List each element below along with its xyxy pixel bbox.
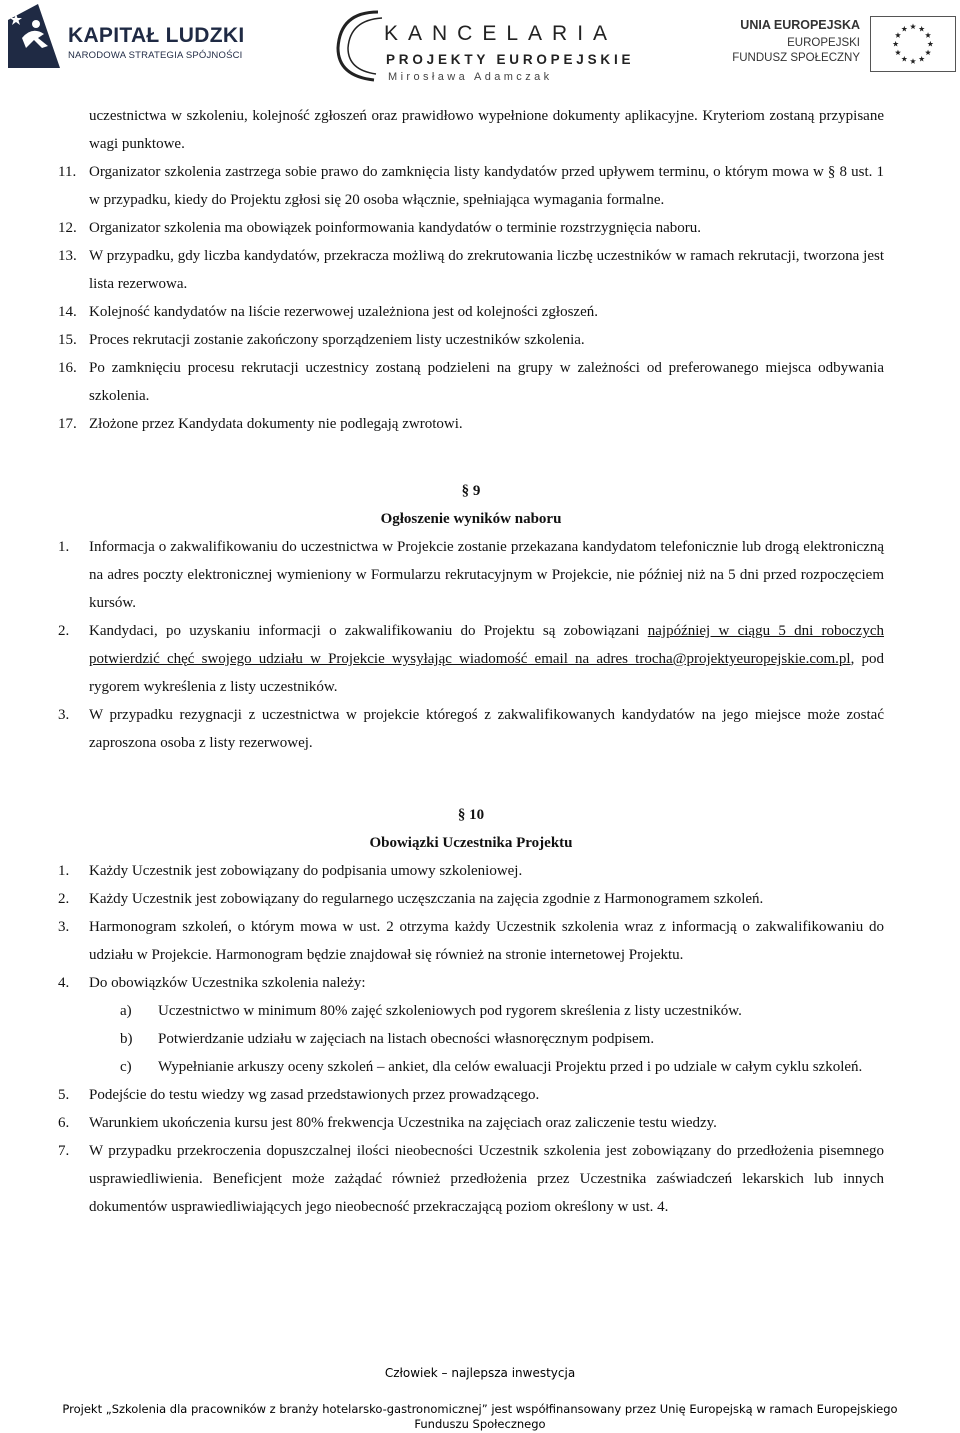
section-9-title: Ogłoszenie wyników naboru: [380, 511, 562, 527]
kapital-ludzki-emblem-icon: [8, 4, 60, 68]
list-text: Organizator szkolenia zastrzega sobie prawo do zamknięcia listy kandydatów przed upływem terminu, o którym mowa w § 8 ust. 1 w przypadku, kiedy do Projektu zgłosi się 20 osoba włącznie, spełniająca wymagania formalne.: [89, 164, 884, 208]
sublist-letter: b): [120, 1031, 133, 1047]
s9-item-1: [58, 533, 884, 617]
eu-line-3: FUNDUSZ SPOŁECZNY: [732, 52, 860, 64]
document-body: [58, 102, 884, 1221]
sublist-text: Potwierdzanie udziału w zajęciach na listach obecności własnoręcznym podpisem.: [158, 1031, 655, 1047]
list-number: 2.: [58, 891, 70, 907]
list-text: Po zamknięciu procesu rekrutacji uczestnicy zostaną podzieleni na grupy w zależności od preferowanego miejsca odbywania szkolenia.: [89, 360, 884, 404]
eu-star-icon: [895, 50, 901, 56]
list-text: W przypadku przekroczenia dopuszczalnej ilości nieobecności Uczestnik szkolenia jest zobowiązany do przedłożenia pisemnego usprawiedliwienia. Beneficjent może zażądać również przedłożenia przez Uczestnika zaświadczeń lekarskich lub innych dokumentów usprawiedliwiających jego nieobecność przekraczającą poziom określony w ust. 4.: [89, 1143, 884, 1215]
eu-star-icon: [895, 32, 901, 38]
list-item-11: [58, 158, 884, 214]
list-text: Harmonogram szkoleń, o którym mowa w ust. 2 otrzyma każdy Uczestnik szkolenia wraz z informacją o zakwalifikowaniu do udziału w Projekcie. Harmonogram będzie znajdował się również na stronie internetowej Projektu.: [89, 919, 884, 963]
list-number: 3.: [58, 707, 70, 723]
kancelaria-logo: [326, 8, 638, 82]
list-item-15: [58, 326, 884, 354]
list-text: Informacja o zakwalifikowaniu do uczestnictwa w Projekcie zostanie przekazana kandydatom telefonicznie lub drogą elektroniczną na adres poczty elektronicznej wymieniony w Formularzu rekrutacyjnym w Projekcie, nie później niż na 5 dni przed rozpoczęciem kursów.: [89, 539, 884, 611]
eu-star-icon: [925, 50, 931, 56]
s10-item-4: [58, 969, 884, 997]
s10-item-5: [58, 1081, 884, 1109]
list-item-16: [58, 354, 884, 410]
s10-subitem-c: [58, 1053, 884, 1081]
eu-star-icon: [901, 26, 907, 32]
s9-item-2: [58, 617, 884, 701]
list-item-12: [58, 214, 884, 242]
list-number: 3.: [58, 919, 70, 935]
list-item-17: [58, 410, 884, 438]
list-number: 2.: [58, 623, 70, 639]
kancelaria-owner-name: Mirosława Adamczak: [388, 71, 553, 83]
confirmation-email-link[interactable]: najpóźniej w ciągu 5 dni roboczych potwierdzić chęć swojego udziału w Projekcie wysyłając wiadomość email na adres trocha@projektyeuropejskie.com.pl: [89, 623, 884, 667]
kancelaria-subtitle: PROJEKTY EUROPEJSKIE: [386, 52, 635, 67]
list-text: Do obowiązków Uczestnika szkolenia należy:: [89, 975, 366, 991]
list-text: Proces rekrutacji zostanie zakończony sporządzeniem listy uczestników szkolenia.: [89, 332, 585, 348]
kapital-ludzki-logo: [8, 4, 248, 70]
s10-item-6: [58, 1109, 884, 1137]
eu-star-icon: [925, 32, 931, 38]
eu-logo: [734, 16, 956, 72]
eu-star-icon: [919, 26, 925, 32]
list-number: 15.: [58, 332, 77, 348]
s9-item-3: [58, 701, 884, 757]
kancelaria-title: KANCELARIA: [384, 22, 618, 45]
list-item-14: [58, 298, 884, 326]
intro-paragraph: uczestnictwa w szkoleniu, kolejność zgłoszeń oraz prawidłowo wypełnione dokumenty aplikacyjne. Kryteriom zostaną przypisane wagi punktowe.: [89, 108, 884, 152]
list-text: W przypadku rezygnacji z uczestnictwa w projekcie któregoś z zakwalifikowanych kandydatów na jego miejsce może zostać zaproszona osoba z listy rezerwowej.: [89, 707, 884, 751]
section-spacer: [58, 438, 884, 477]
list-text: Złożone przez Kandydata dokumenty nie podlegają zwrotowi.: [89, 416, 463, 432]
footer-motto: Człowiek – najlepsza inwestycja: [384, 1366, 576, 1380]
list-number: 11.: [58, 164, 77, 180]
eu-line-2: EUROPEJSKI: [787, 37, 860, 49]
sublist-text: Uczestnictwo w minimum 80% zajęć szkoleniowych pod rygorem skreślenia z listy uczestników.: [158, 1003, 742, 1019]
list-text-after: , pod rygorem wykreślenia z listy uczestników.: [89, 651, 885, 695]
list-text: W przypadku, gdy liczba kandydatów, przekracza możliwą do zrekrutowania liczbę uczestników w ramach rekrutacji, tworzona jest lista rezerwowa.: [89, 248, 884, 292]
list-text-before: Kandydaci, po uzyskaniu informacji o zakwalifikowaniu do Projektu są zobowiązani: [89, 623, 648, 639]
section-10-title: Obowiązki Uczestnika Projektu: [369, 835, 573, 851]
s10-item-2: [58, 885, 884, 913]
list-number: 14.: [58, 304, 77, 320]
kapital-ludzki-title: KAPITAŁ LUDZKI: [68, 24, 245, 47]
eu-line-1: UNIA EUROPEJSKA: [740, 18, 860, 32]
eu-flag-icon: [870, 16, 956, 72]
section-10-sign: § 10: [457, 807, 485, 823]
eu-star-icon: [927, 41, 933, 47]
sublist-letter: a): [120, 1003, 132, 1019]
list-text: Kolejność kandydatów na liście rezerwowej uzależniona jest od kolejności zgłoszeń.: [89, 304, 598, 320]
s10-item-7: [58, 1137, 884, 1221]
s10-subitem-a: [58, 997, 884, 1025]
eu-star-icon: [910, 24, 916, 30]
sublist-letter: c): [120, 1059, 132, 1075]
s10-item-1: [58, 857, 884, 885]
section-spacer: [58, 757, 884, 801]
s10-subitem-b: [58, 1025, 884, 1053]
list-text: Każdy Uczestnik jest zobowiązany do podpisania umowy szkoleniowej.: [89, 863, 523, 879]
eu-star-icon: [901, 56, 907, 62]
list-text: Warunkiem ukończenia kursu jest 80% frekwencja Uczestnika na zajęciach oraz zaliczenie testu wiedzy.: [89, 1115, 717, 1131]
list-text: Każdy Uczestnik jest zobowiązany do regularnego uczęszczania na zajęcia zgodnie z Harmonogramem szkoleń.: [89, 891, 764, 907]
sublist-text: Wypełnianie arkuszy oceny szkoleń – ankiet, dla celów ewaluacji Projektu przed i po udziale w całym cyklu szkoleń.: [158, 1059, 863, 1075]
list-number: 6.: [58, 1115, 70, 1131]
list-number: 4.: [58, 975, 70, 991]
eu-star-icon: [910, 58, 916, 64]
list-number: 1.: [58, 863, 70, 879]
page-header: [0, 0, 960, 90]
list-number: 5.: [58, 1087, 70, 1103]
s10-item-3: [58, 913, 884, 969]
list-number: 17.: [58, 416, 77, 432]
list-item-13: [58, 242, 884, 298]
list-number: 7.: [58, 1143, 70, 1159]
list-text: Podejście do testu wiedzy wg zasad przedstawionych przez prowadzącego.: [89, 1087, 540, 1103]
footer-project-info: Projekt „Szkolenia dla pracowników z branży hotelarsko-gastronomicznej” jest współfinansowany przez Unię Europejską w ramach Europejskiego Funduszu Społecznego: [62, 1402, 898, 1431]
eu-star-icon: [919, 56, 925, 62]
list-number: 16.: [58, 360, 77, 376]
list-number: 13.: [58, 248, 77, 264]
eu-star-icon: [893, 41, 899, 47]
kapital-ludzki-subtitle: NARODOWA STRATEGIA SPÓJNOŚCI: [68, 50, 243, 61]
list-number: 1.: [58, 539, 70, 555]
list-number: 12.: [58, 220, 77, 236]
section-9-sign: § 9: [461, 483, 481, 499]
list-text: Organizator szkolenia ma obowiązek poinformowania kandydatów o terminie rozstrzygnięcia naboru.: [89, 220, 702, 236]
